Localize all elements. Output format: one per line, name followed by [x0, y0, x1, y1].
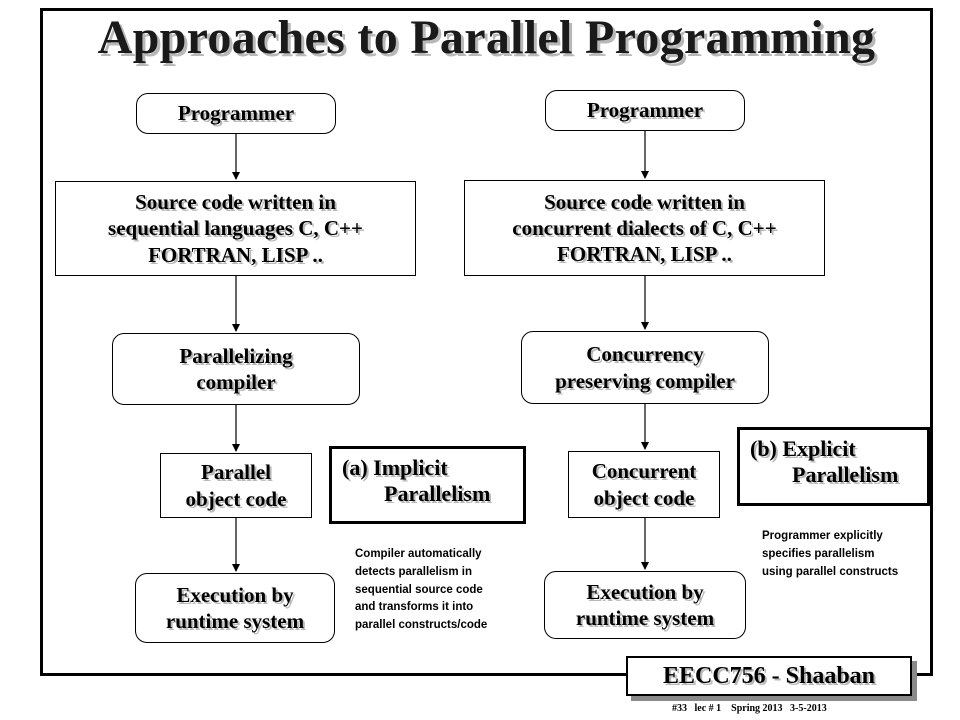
- slide-footer: #33 lec # 1 Spring 2013 3-5-2013: [672, 703, 827, 714]
- left-source-line2: sequential languages C, C++: [108, 216, 363, 241]
- slide-title: Approaches to Parallel Programming: [97, 11, 876, 64]
- left-programmer-label: Programmer: [177, 101, 295, 126]
- right-source-line2: concurrent dialects of C, C++: [512, 215, 777, 240]
- explicit-parallelism-label: [737, 427, 930, 506]
- left-exec-node: [135, 573, 335, 643]
- right-source-node: [464, 180, 825, 276]
- right-object-line1: Concurrent: [591, 459, 697, 484]
- right-compiler-line1: Concurrency: [586, 342, 704, 367]
- explicit-note-line: using parallel constructs: [762, 565, 899, 578]
- left-source-line3: FORTRAN, LISP ..: [148, 242, 323, 267]
- left-exec-line1: Execution by: [176, 582, 294, 607]
- implicit-note-line: parallel constructs/code: [355, 619, 488, 632]
- left-compiler-node: [112, 333, 360, 405]
- explicit-note: [762, 528, 898, 581]
- explicit-note-line: Programmer explicitly: [762, 530, 883, 542]
- left-compiler-line1: Parallelizing: [179, 343, 293, 368]
- right-programmer-label: Programmer: [586, 98, 704, 123]
- left-exec-line2: runtime system: [165, 609, 305, 633]
- explicit-label-line2: Parallelism: [792, 462, 899, 488]
- implicit-note: [355, 546, 487, 635]
- implicit-note-line: sequential source code: [355, 583, 483, 596]
- left-programmer-node: [136, 93, 336, 134]
- right-compiler-line2: preserving compiler: [555, 368, 735, 393]
- explicit-label-line1: (b) Explicit: [750, 436, 856, 461]
- right-exec-line1: Execution by: [586, 579, 704, 604]
- right-exec-line2: runtime system: [575, 606, 715, 630]
- explicit-note-line: specifies parallelism: [762, 547, 875, 560]
- left-object-line1: Parallel: [201, 460, 271, 485]
- left-compiler-line2: compiler: [196, 370, 276, 394]
- implicit-label-line2: Parallelism: [384, 481, 491, 507]
- left-object-line2: object code: [185, 486, 287, 511]
- right-programmer-node: [545, 90, 745, 131]
- implicit-note-line: and transforms it into: [355, 601, 474, 614]
- course-badge: EECC756 - Shaaban: [626, 656, 912, 696]
- implicit-note-line: detects parallelism in: [355, 565, 472, 578]
- implicit-note-line: Compiler automatically: [355, 548, 482, 560]
- implicit-parallelism-label: [329, 446, 526, 524]
- right-object-line2: object code: [593, 485, 695, 510]
- right-source-line3: FORTRAN, LISP ..: [557, 242, 732, 267]
- implicit-label-line1: (a) Implicit: [342, 455, 448, 480]
- right-compiler-node: [521, 331, 769, 404]
- right-source-line1: Source code written in: [544, 189, 745, 214]
- right-exec-node: [544, 571, 746, 639]
- left-source-line1: Source code written in: [135, 190, 336, 215]
- left-source-node: [55, 181, 416, 276]
- right-object-node: [568, 451, 720, 518]
- left-object-node: [160, 453, 312, 518]
